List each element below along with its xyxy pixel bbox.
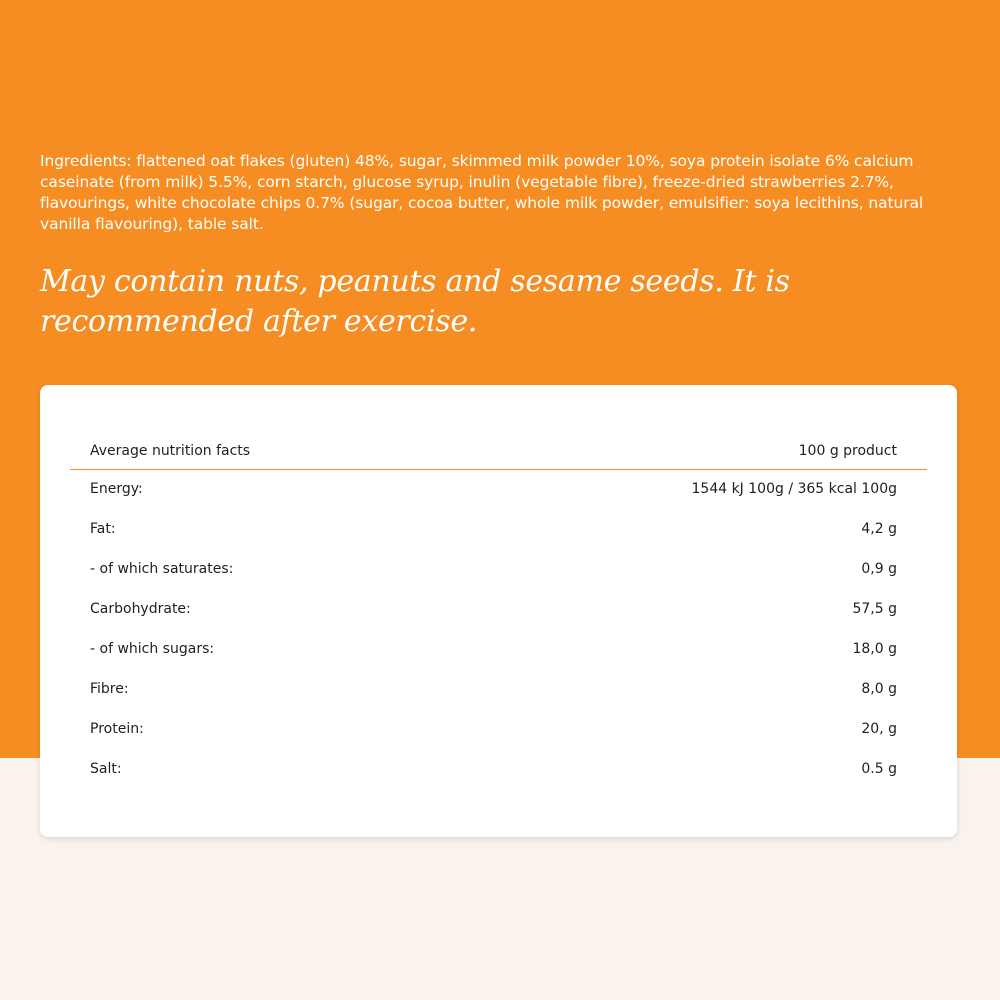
allergen-notice: May contain nuts, peanuts and sesame seeds. It is recommended after exercise.: [40, 264, 790, 339]
header-value: 100 g product: [798, 443, 897, 459]
nutrition-row-energy: [70, 470, 927, 510]
nutrient-label: - of which sugars:: [90, 641, 215, 657]
nutrient-label: - of which saturates:: [90, 561, 234, 577]
nutrition-row-salt: [70, 750, 927, 790]
nutrient-value: 57,5 g: [852, 601, 897, 617]
nutrient-value: 0.5 g: [861, 761, 897, 777]
nutrition-row-protein: [70, 710, 927, 750]
nutrient-value: 18,0 g: [852, 641, 897, 657]
nutrient-label: Salt:: [90, 761, 122, 777]
nutrient-label: Fat:: [90, 521, 116, 537]
nutrition-table-body: [70, 470, 927, 790]
nutrient-value: 4,2 g: [861, 521, 897, 537]
nutrient-label: Carbohydrate:: [90, 601, 191, 617]
header-label: Average nutrition facts: [90, 443, 251, 459]
nutrition-table-header: [70, 435, 927, 470]
nutrient-value: 8,0 g: [861, 681, 897, 697]
nutrient-label: Energy:: [90, 481, 143, 497]
nutrition-row-fat: [70, 510, 927, 550]
nutrition-row-saturates: [70, 550, 927, 590]
nutrient-label: Fibre:: [90, 681, 129, 697]
nutrition-row-sugars: [70, 630, 927, 670]
nutrition-row-carbohydrate: [70, 590, 927, 630]
nutrient-value: 1544 kJ 100g / 365 kcal 100g: [691, 481, 897, 497]
ingredients-text: Ingredients: flattened oat flakes (gluten) 48%, sugar, skimmed milk powder 10%, soya protein isolate 6% calcium caseinate (from milk) 5.5%, corn starch, glucose syrup, inulin (vegetable fibre), freeze-dried strawberries 2.7%, flavourings, white chocolate chips 0.7% (sugar, cocoa butter, whole milk powder, emulsifier: soya lecithins, natural vanilla flavouring), table salt.: [40, 152, 924, 233]
nutrient-value: 20, g: [861, 721, 897, 737]
nutrition-card: [40, 385, 957, 837]
nutrient-value: 0,9 g: [861, 561, 897, 577]
nutrient-label: Protein:: [90, 721, 144, 737]
nutrition-row-fibre: [70, 670, 927, 710]
